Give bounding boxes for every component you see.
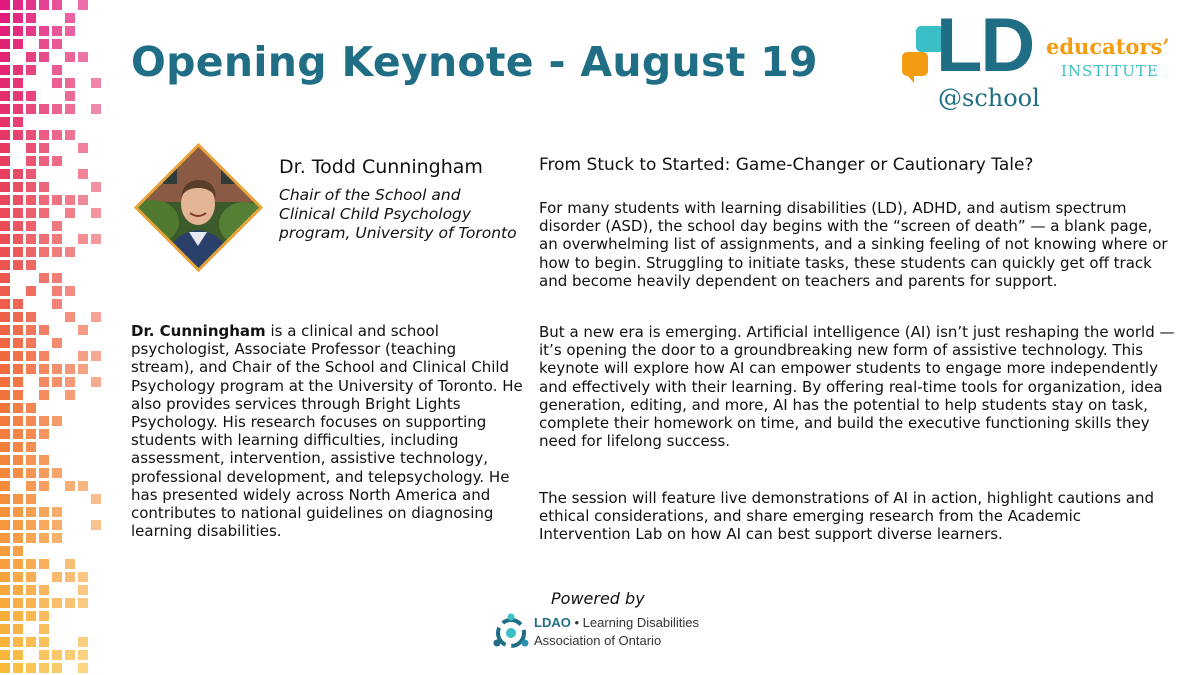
mosaic-tile — [91, 351, 101, 361]
mosaic-tile — [26, 208, 36, 218]
mosaic-tile — [0, 507, 10, 517]
mosaic-tile — [26, 494, 36, 504]
mosaic-tile — [0, 455, 10, 465]
mosaic-tile — [0, 481, 10, 491]
mosaic-tile — [39, 520, 49, 530]
mosaic-tile — [65, 130, 75, 140]
mosaic-tile — [0, 52, 10, 62]
mosaic-tile — [26, 312, 36, 322]
mosaic-tile — [65, 91, 75, 101]
mosaic-tile — [13, 78, 23, 88]
mosaic-tile — [26, 637, 36, 647]
mosaic-tile — [13, 624, 23, 634]
mosaic-tile — [26, 91, 36, 101]
mosaic-tile — [78, 650, 88, 660]
mosaic-tile — [13, 455, 23, 465]
mosaic-tile — [78, 481, 88, 491]
powered-by-label: Powered by — [551, 589, 645, 608]
mosaic-tile — [39, 247, 49, 257]
mosaic-tile — [26, 442, 36, 452]
mosaic-tile — [13, 611, 23, 621]
mosaic-tile — [91, 520, 101, 530]
mosaic-tile — [65, 52, 75, 62]
mosaic-tile — [0, 468, 10, 478]
logo-institute-text: INSTITUTE — [1061, 62, 1159, 80]
mosaic-tile — [13, 351, 23, 361]
mosaic-tile — [39, 533, 49, 543]
mosaic-tile — [52, 416, 62, 426]
mosaic-tile — [26, 455, 36, 465]
mosaic-tile — [65, 390, 75, 400]
mosaic-tile — [39, 104, 49, 114]
mosaic-tile — [52, 273, 62, 283]
mosaic-tile — [0, 650, 10, 660]
mosaic-tile — [13, 598, 23, 608]
mosaic-tile — [0, 520, 10, 530]
mosaic-tile — [39, 377, 49, 387]
mosaic-tile — [39, 650, 49, 660]
talk-title: From Stuck to Started: Game-Changer or Cautionary Tale? — [539, 155, 1034, 175]
mosaic-tile — [52, 195, 62, 205]
mosaic-tile — [13, 585, 23, 595]
mosaic-tile — [0, 624, 10, 634]
talk-paragraph-1: For many students with learning disabilities (LD), ADHD, and autism spectrum disorder (ASD), the school day begins with the “screen of death” — a blank page, an overwhelming list of assignments, and a sinking feeling of not knowing where or how to begin. Struggling to initiate tasks, these students can quickly get off track and become heavily dependent on teachers and parents for support. — [539, 199, 1168, 290]
mosaic-tile — [0, 533, 10, 543]
mosaic-tile — [52, 234, 62, 244]
mosaic-tile — [39, 143, 49, 153]
mosaic-tile — [39, 364, 49, 374]
mosaic-tile — [0, 195, 10, 205]
mosaic-tile — [0, 572, 10, 582]
mosaic-tile — [13, 559, 23, 569]
mosaic-tile — [52, 520, 62, 530]
mosaic-tile — [26, 559, 36, 569]
mosaic-tile — [13, 208, 23, 218]
mosaic-tile — [39, 156, 49, 166]
mosaic-tile — [78, 143, 88, 153]
mosaic-tile — [13, 65, 23, 75]
mosaic-tile — [26, 130, 36, 140]
mosaic-tile — [65, 26, 75, 36]
mosaic-tile — [52, 247, 62, 257]
mosaic-tile — [65, 572, 75, 582]
mosaic-tile — [13, 637, 23, 647]
mosaic-tile — [52, 0, 62, 10]
mosaic-tile — [13, 520, 23, 530]
mosaic-tile — [39, 0, 49, 10]
mosaic-tile — [78, 572, 88, 582]
mosaic-tile — [52, 650, 62, 660]
ldao-line-1: LDAO • Learning Disabilities — [534, 615, 699, 630]
mosaic-tile — [91, 494, 101, 504]
page-title: Opening Keynote - August 19 — [131, 38, 818, 86]
mosaic-tile — [52, 39, 62, 49]
mosaic-tile — [13, 26, 23, 36]
mosaic-tile — [26, 416, 36, 426]
mosaic-tile — [13, 299, 23, 309]
mosaic-tile — [13, 442, 23, 452]
mosaic-tile — [39, 195, 49, 205]
mosaic-tile — [0, 351, 10, 361]
logo-at-school-text: @school — [938, 84, 1040, 112]
speaker-bio — [131, 322, 523, 540]
mosaic-tile — [13, 403, 23, 413]
mosaic-tile — [13, 494, 23, 504]
mosaic-tile — [0, 143, 10, 153]
mosaic-tile — [65, 312, 75, 322]
mosaic-tile — [52, 65, 62, 75]
mosaic-tile — [13, 13, 23, 23]
ldao-emblem-icon — [491, 612, 531, 652]
mosaic-tile — [0, 65, 10, 75]
ldao-logo — [491, 612, 731, 652]
mosaic-tile — [52, 299, 62, 309]
mosaic-tile — [0, 13, 10, 23]
mosaic-tile — [0, 156, 10, 166]
mosaic-tile — [0, 39, 10, 49]
mosaic-tile — [52, 156, 62, 166]
mosaic-tile — [26, 403, 36, 413]
logo-educators-text: educators’ — [1046, 34, 1170, 59]
mosaic-tile — [78, 234, 88, 244]
mosaic-tile — [39, 468, 49, 478]
mosaic-tile — [65, 377, 75, 387]
mosaic-tile — [39, 559, 49, 569]
mosaic-tile — [0, 559, 10, 569]
mosaic-tile — [0, 325, 10, 335]
mosaic-tile — [78, 637, 88, 647]
mosaic-tile — [65, 481, 75, 491]
mosaic-tile — [13, 169, 23, 179]
mosaic-tile — [39, 234, 49, 244]
mosaic-tile — [91, 312, 101, 322]
speaker-role: Chair of the School and Clinical Child Psychology program, University of Toronto — [279, 186, 517, 242]
mosaic-tile — [39, 585, 49, 595]
mosaic-tile — [13, 377, 23, 387]
mosaic-tile — [91, 182, 101, 192]
mosaic-tile — [65, 598, 75, 608]
talk-paragraph-2: But a new era is emerging. Artificial intelligence (AI) isn’t just reshaping the world — it’s opening the door to a groundbreaking new form of assistive technology. This keynote will explore how AI can empower students to engage more independently and effectively with their learning. By offering real-time tools for organization, idea generation, editing, and more, AI has the potential to help students stay on task, complete their homework on time, and build the executive functioning skills they need for lifelong success. — [539, 323, 1175, 451]
mosaic-tile — [52, 598, 62, 608]
mosaic-tile — [52, 507, 62, 517]
speaker-photo — [133, 142, 264, 273]
mosaic-tile — [65, 247, 75, 257]
speaker-name: Dr. Todd Cunningham — [279, 156, 483, 178]
mosaic-tile — [26, 585, 36, 595]
mosaic-tile — [26, 234, 36, 244]
mosaic-tile — [13, 117, 23, 127]
mosaic-tile — [0, 0, 10, 10]
decorative-pixel-mosaic — [0, 0, 110, 675]
mosaic-tile — [26, 260, 36, 270]
mosaic-tile — [26, 0, 36, 10]
mosaic-tile — [65, 650, 75, 660]
mosaic-tile — [26, 481, 36, 491]
mosaic-tile — [13, 0, 23, 10]
mosaic-tile — [78, 598, 88, 608]
mosaic-tile — [0, 377, 10, 387]
mosaic-tile — [52, 572, 62, 582]
mosaic-tile — [0, 611, 10, 621]
mosaic-tile — [65, 104, 75, 114]
mosaic-tile — [0, 637, 10, 647]
mosaic-tile — [26, 364, 36, 374]
mosaic-tile — [26, 598, 36, 608]
mosaic-tile — [0, 494, 10, 504]
ldao-abbr: LDAO — [534, 615, 571, 630]
mosaic-tile — [26, 572, 36, 582]
mosaic-tile — [52, 377, 62, 387]
mosaic-tile — [65, 195, 75, 205]
mosaic-tile — [39, 416, 49, 426]
mosaic-tile — [39, 325, 49, 335]
mosaic-tile — [65, 208, 75, 218]
mosaic-tile — [52, 468, 62, 478]
mosaic-tile — [26, 104, 36, 114]
mosaic-tile — [26, 143, 36, 153]
mosaic-tile — [26, 520, 36, 530]
mosaic-tile — [78, 0, 88, 10]
mosaic-tile — [0, 221, 10, 231]
mosaic-tile — [0, 546, 10, 556]
mosaic-tile — [0, 416, 10, 426]
mosaic-tile — [52, 78, 62, 88]
mosaic-tile — [0, 403, 10, 413]
mosaic-tile — [13, 650, 23, 660]
ld-at-school-logo — [896, 3, 1186, 122]
mosaic-tile — [0, 117, 10, 127]
mosaic-tile — [0, 234, 10, 244]
mosaic-tile — [52, 663, 62, 673]
mosaic-tile — [13, 364, 23, 374]
mosaic-tile — [26, 247, 36, 257]
mosaic-tile — [26, 13, 36, 23]
mosaic-tile — [39, 624, 49, 634]
mosaic-tile — [13, 195, 23, 205]
mosaic-tile — [0, 247, 10, 257]
mosaic-tile — [52, 533, 62, 543]
mosaic-tile — [0, 182, 10, 192]
mosaic-tile — [0, 312, 10, 322]
mosaic-tile — [39, 182, 49, 192]
mosaic-tile — [91, 377, 101, 387]
mosaic-tile — [65, 286, 75, 296]
mosaic-tile — [0, 130, 10, 140]
mosaic-tile — [13, 572, 23, 582]
mosaic-tile — [52, 221, 62, 231]
mosaic-tile — [13, 234, 23, 244]
mosaic-tile — [13, 416, 23, 426]
mosaic-tile — [13, 533, 23, 543]
mosaic-tile — [13, 429, 23, 439]
mosaic-tile — [0, 364, 10, 374]
mosaic-tile — [39, 481, 49, 491]
mosaic-tile — [26, 26, 36, 36]
mosaic-tile — [39, 611, 49, 621]
mosaic-tile — [26, 169, 36, 179]
mosaic-tile — [52, 130, 62, 140]
mosaic-tile — [0, 663, 10, 673]
speaker-bio-lead: Dr. Cunningham — [131, 322, 266, 340]
talk-paragraph-3: The session will feature live demonstrations of AI in action, highlight cautions and ethical considerations, and share emerging research from the Academic Intervention Lab on how AI can best support diverse learners. — [539, 489, 1155, 544]
speaker-bio-text: is a clinical and school psychologist, Associate Professor (teaching stream), and Chair of the School and Clinical Child Psychology program at the University of Toronto. He also provides services through Bright Lights Psychology. His research focuses on supporting students with learning difficulties, including assessment, intervention, assistive technology, professional development, and telepsychology. He has presented widely across North America and contributes to national guidelines on diagnosing learning disabilities. — [131, 322, 523, 541]
mosaic-tile — [0, 273, 10, 283]
mosaic-tile — [0, 442, 10, 452]
mosaic-tile — [0, 286, 10, 296]
mosaic-tile — [65, 364, 75, 374]
mosaic-tile — [26, 52, 36, 62]
mosaic-tile — [13, 104, 23, 114]
mosaic-tile — [78, 52, 88, 62]
mosaic-tile — [39, 663, 49, 673]
mosaic-tile — [26, 182, 36, 192]
mosaic-tile — [13, 260, 23, 270]
ldao-name-part-1: Learning Disabilities — [582, 615, 699, 630]
mosaic-tile — [52, 104, 62, 114]
mosaic-tile — [13, 39, 23, 49]
mosaic-tile — [13, 338, 23, 348]
mosaic-tile — [26, 533, 36, 543]
mosaic-tile — [0, 208, 10, 218]
mosaic-tile — [39, 507, 49, 517]
mosaic-tile — [39, 273, 49, 283]
mosaic-tile — [78, 325, 88, 335]
mosaic-tile — [13, 468, 23, 478]
mosaic-tile — [39, 208, 49, 218]
mosaic-tile — [26, 338, 36, 348]
mosaic-tile — [78, 195, 88, 205]
mosaic-tile — [39, 455, 49, 465]
mosaic-tile — [0, 260, 10, 270]
mosaic-tile — [26, 325, 36, 335]
mosaic-tile — [0, 598, 10, 608]
mosaic-tile — [91, 78, 101, 88]
mosaic-tile — [26, 468, 36, 478]
orange-speech-bubble-icon — [902, 52, 928, 76]
mosaic-tile — [26, 195, 36, 205]
mosaic-tile — [39, 598, 49, 608]
mosaic-tile — [91, 104, 101, 114]
mosaic-tile — [0, 390, 10, 400]
mosaic-tile — [52, 26, 62, 36]
mosaic-tile — [78, 585, 88, 595]
mosaic-tile — [39, 390, 49, 400]
mosaic-tile — [26, 611, 36, 621]
mosaic-tile — [0, 338, 10, 348]
mosaic-tile — [39, 429, 49, 439]
mosaic-tile — [13, 546, 23, 556]
mosaic-tile — [0, 169, 10, 179]
ldao-line-2: Association of Ontario — [534, 633, 662, 648]
mosaic-tile — [26, 221, 36, 231]
mosaic-tile — [26, 507, 36, 517]
mosaic-tile — [13, 312, 23, 322]
mosaic-tile — [39, 52, 49, 62]
mosaic-tile — [39, 637, 49, 647]
mosaic-tile — [0, 429, 10, 439]
mosaic-tile — [13, 663, 23, 673]
mosaic-tile — [52, 364, 62, 374]
mosaic-tile — [91, 234, 101, 244]
mosaic-tile — [13, 390, 23, 400]
mosaic-tile — [0, 299, 10, 309]
mosaic-tile — [13, 247, 23, 257]
mosaic-tile — [26, 429, 36, 439]
mosaic-tile — [13, 507, 23, 517]
mosaic-tile — [13, 130, 23, 140]
mosaic-tile — [78, 169, 88, 179]
mosaic-tile — [26, 65, 36, 75]
mosaic-tile — [13, 221, 23, 231]
mosaic-tile — [0, 585, 10, 595]
mosaic-tile — [52, 286, 62, 296]
mosaic-tile — [78, 351, 88, 361]
mosaic-tile — [26, 286, 36, 296]
mosaic-tile — [13, 182, 23, 192]
mosaic-tile — [0, 26, 10, 36]
mosaic-tile — [39, 351, 49, 361]
mosaic-tile — [0, 91, 10, 101]
mosaic-tile — [78, 663, 88, 673]
mosaic-tile — [52, 338, 62, 348]
mosaic-tile — [13, 325, 23, 335]
mosaic-tile — [26, 156, 36, 166]
mosaic-tile — [39, 26, 49, 36]
mosaic-tile — [13, 91, 23, 101]
mosaic-tile — [0, 78, 10, 88]
mosaic-tile — [65, 13, 75, 23]
mosaic-tile — [0, 104, 10, 114]
mosaic-tile — [26, 663, 36, 673]
mosaic-tile — [91, 208, 101, 218]
mosaic-tile — [65, 78, 75, 88]
mosaic-tile — [26, 351, 36, 361]
mosaic-tile — [39, 130, 49, 140]
mosaic-tile — [39, 39, 49, 49]
logo-ld-text: LD — [936, 3, 1034, 88]
mosaic-tile — [65, 559, 75, 569]
mosaic-tile — [78, 364, 88, 374]
